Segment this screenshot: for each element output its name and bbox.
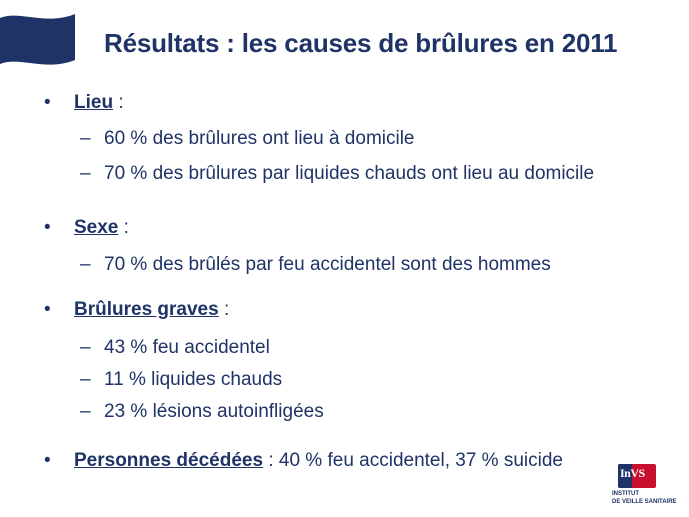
dash-glyph: –	[80, 128, 91, 149]
bullet-suffix-lieu: :	[113, 92, 124, 113]
sub-item	[80, 128, 415, 150]
bullet-heading-decedees: Personnes décédées	[74, 450, 264, 471]
sub-item-text: 60 % des brûlures ont lieu à domicile	[104, 128, 415, 149]
bullet-sexe	[44, 217, 129, 239]
sub-item	[80, 369, 282, 391]
logo-subtitle-2: DE VEILLE SANITAIRE	[612, 499, 677, 505]
sub-item	[80, 401, 324, 423]
dash-glyph: –	[80, 369, 91, 390]
bullet-suffix-graves: :	[218, 299, 230, 320]
slide-title: Résultats : les causes de brûlures en 2011	[104, 28, 618, 58]
logo-main-text: InVS	[620, 466, 645, 480]
bullet-glyph: •	[44, 299, 51, 320]
invs-logo	[612, 464, 677, 512]
bullet-glyph: •	[44, 92, 51, 113]
bullet-heading-graves: Brûlures graves	[74, 299, 219, 320]
sub-item	[80, 254, 551, 276]
sub-item-text: 43 % feu accidentel	[104, 337, 270, 358]
sub-item	[80, 163, 594, 185]
bullet-suffix-sexe: :	[118, 217, 129, 238]
bullet-glyph: •	[44, 450, 51, 471]
sub-item	[80, 337, 270, 359]
dash-glyph: –	[80, 401, 91, 422]
sub-item-text: 11 % liquides chauds	[104, 369, 283, 390]
dash-glyph: –	[80, 254, 91, 275]
bullet-decedees	[44, 450, 563, 472]
bullet-glyph: •	[44, 217, 51, 238]
bullet-suffix-decedees: : 40 % feu accidentel, 37 % suicide	[263, 450, 564, 471]
sub-item-text: 70 % des brûlures par liquides chauds ont lieu au domicile	[104, 163, 595, 184]
sub-item-text: 70 % des brûlés par feu accidentel sont des hommes	[104, 254, 551, 275]
bullet-heading-lieu: Lieu	[74, 92, 114, 113]
bullet-graves	[44, 299, 229, 321]
logo-subtitle-1: INSTITUT	[612, 491, 639, 497]
dash-glyph: –	[80, 337, 91, 358]
sub-item-text: 23 % lésions autoinfligées	[104, 401, 324, 422]
dash-glyph: –	[80, 163, 91, 184]
bullet-lieu	[44, 92, 124, 114]
bullet-heading-sexe: Sexe	[74, 217, 119, 238]
